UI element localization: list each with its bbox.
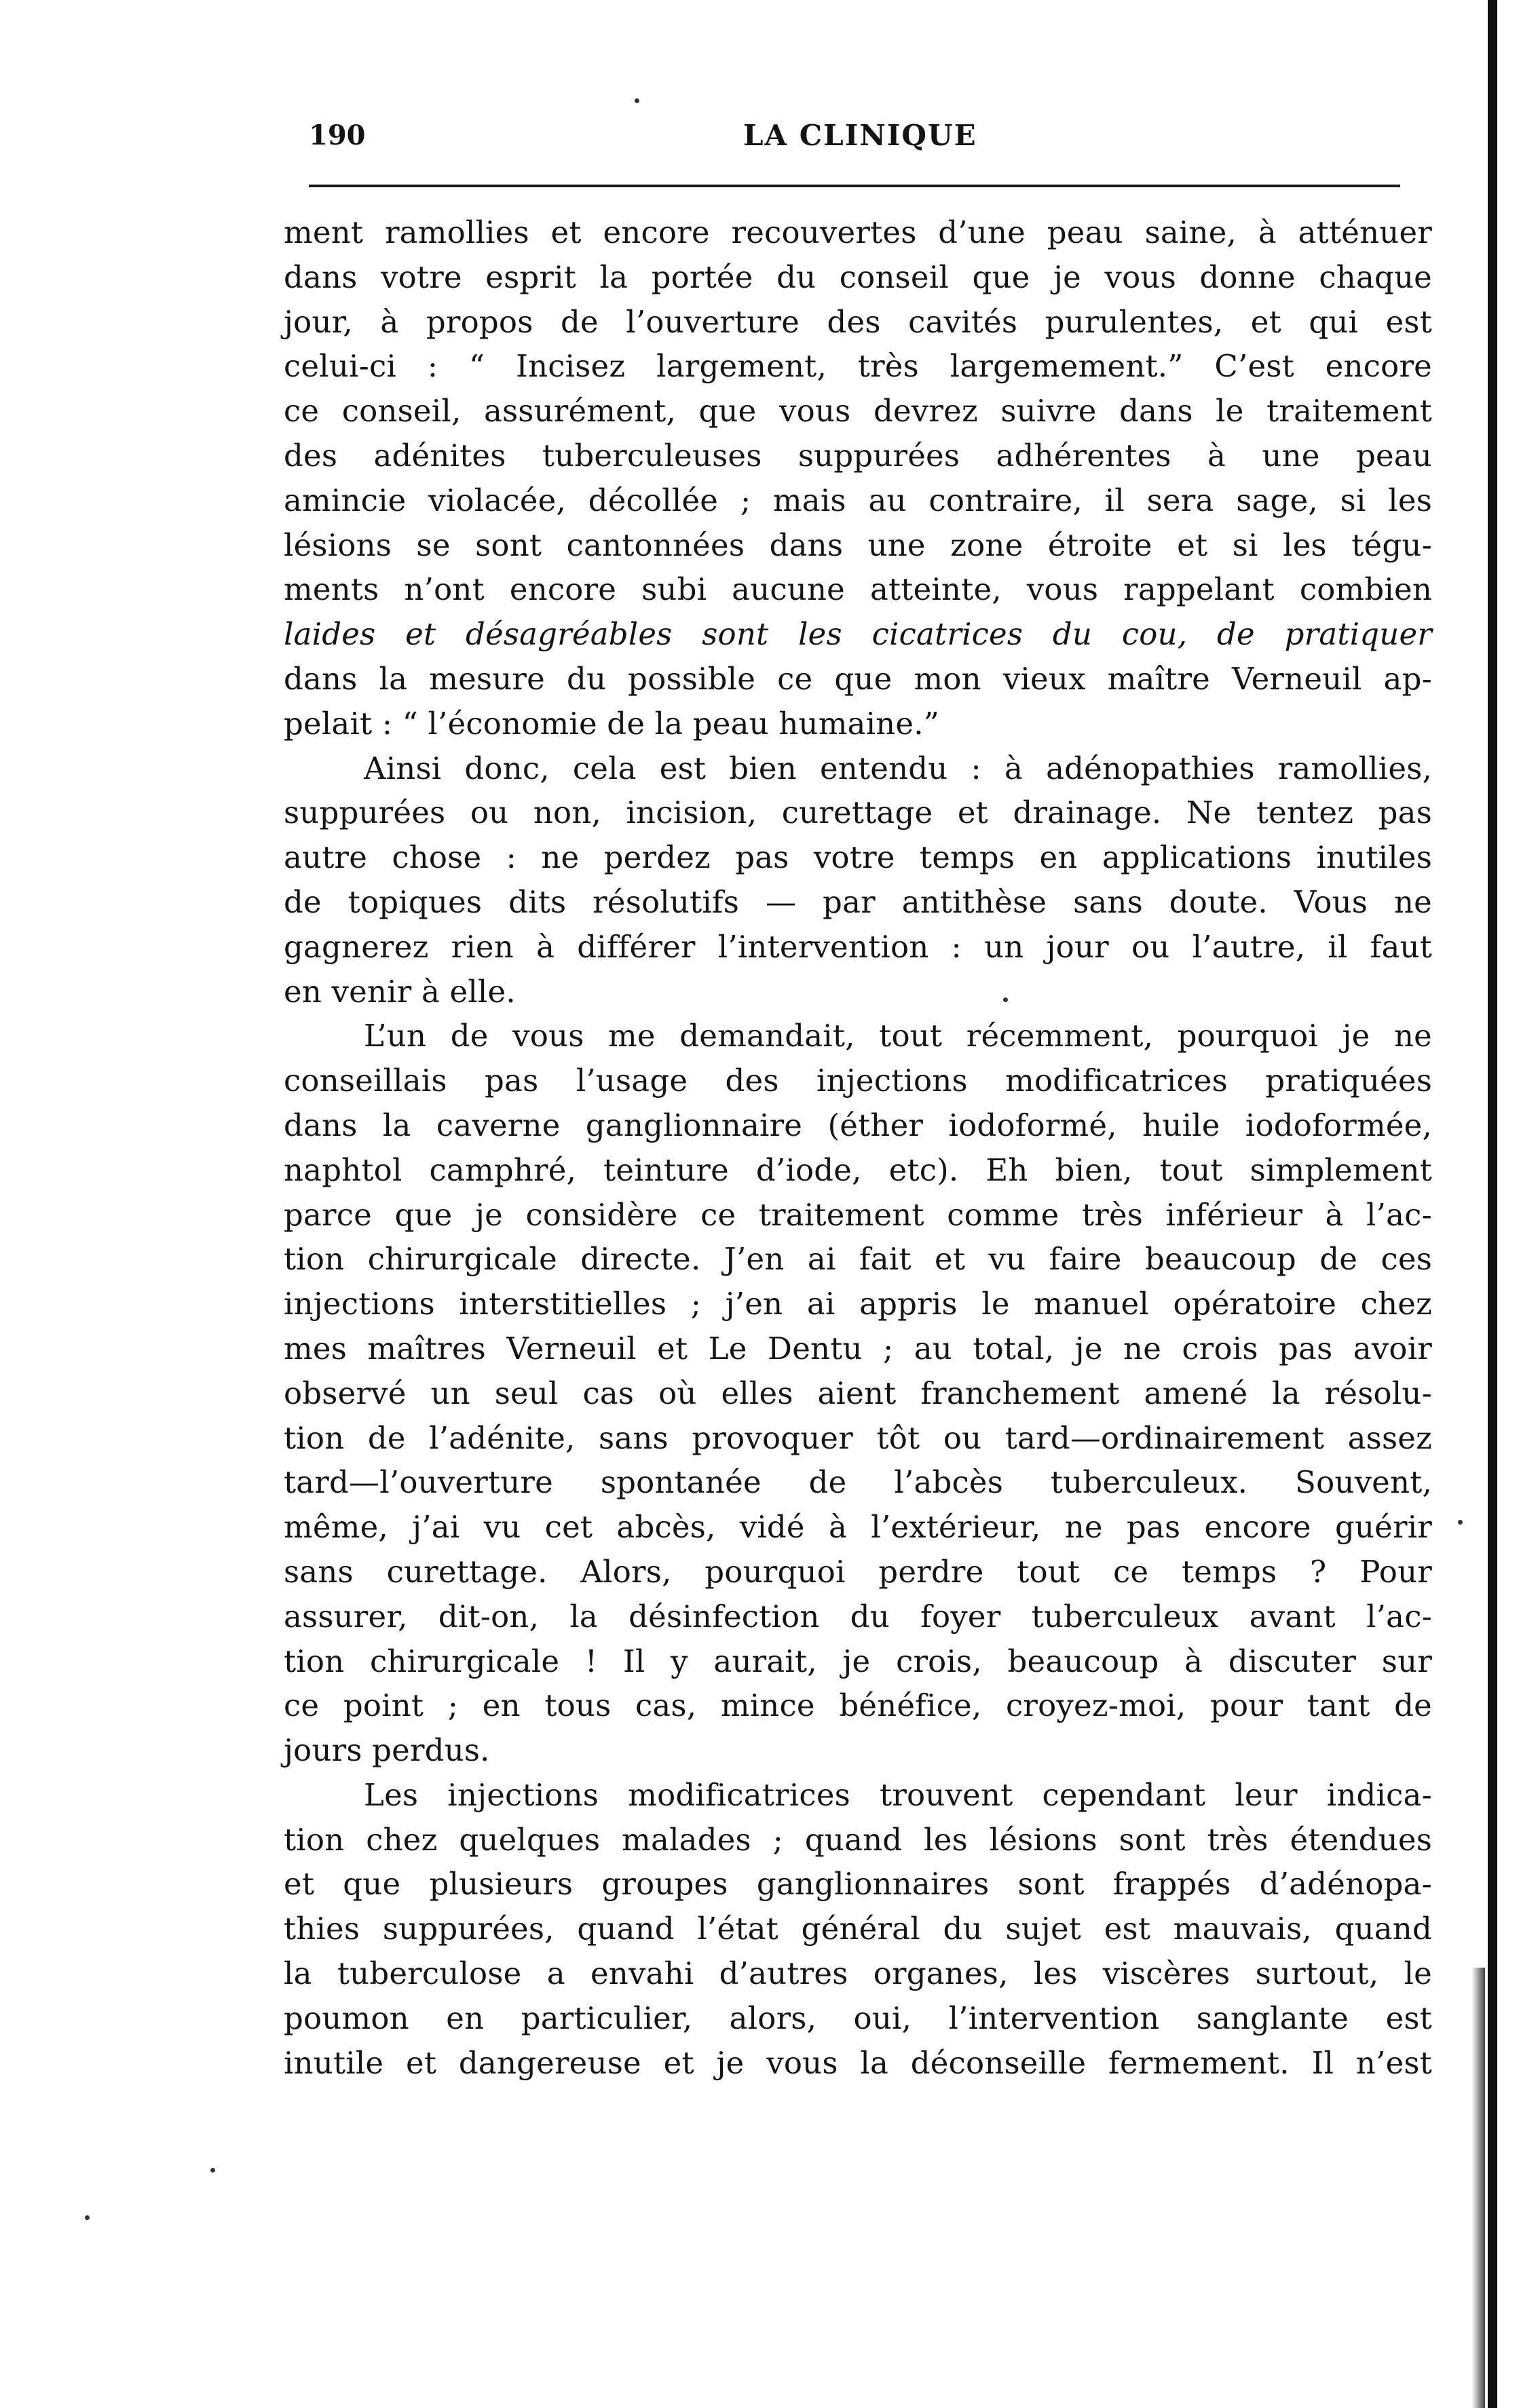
text-line: ments n’ont encore subi aucune atteinte, vous rappelant combien: [284, 571, 1432, 608]
text-line: ment ramollies et encore recouvertes d’une peau saine, à atténuer: [284, 214, 1432, 250]
page-edge-shadow: [1488, 0, 1497, 2408]
body-text: [284, 210, 1432, 2085]
text-line: conseillais pas l’usage des injections modificatrices pratiquées: [284, 1063, 1432, 1099]
text-line: même, j’ai vu cet abcès, vidé à l’extérieur, ne pas encore guérir: [284, 1509, 1432, 1546]
text-line: dans la mesure du possible ce que mon vieux maître Verneuil ap-: [284, 660, 1432, 697]
text-line: jours perdus.: [284, 1732, 490, 1769]
text-line: tard—l’ouverture spontanée de l’abcès tuberculeux. Souvent,: [284, 1464, 1432, 1501]
text-line: ce conseil, assurément, que vous devrez suivre dans le traitement: [284, 393, 1432, 429]
text-line: sans curettage. Alors, pourquoi perdre tout ce temps ? Pour: [284, 1553, 1432, 1590]
text-line: parce que je considère ce traitement comme très inférieur à l’ac-: [284, 1196, 1432, 1233]
paragraph-start: Les injections modificatrices trouvent cependant leur indica-: [364, 1776, 1432, 1813]
text-line: lésions se sont cantonnées dans une zone étroite et si les tégu-: [284, 527, 1432, 563]
text-line: suppurées ou non, incision, curettage et drainage. Ne tentez pas: [284, 795, 1432, 831]
paragraph-start: Ainsi donc, cela est bien entendu : à adénopathies ramollies,: [364, 750, 1432, 786]
text-line: en venir à elle.: [284, 973, 516, 1010]
text-line: inutile et dangereuse et je vous la déconseille fermement. Il n’est: [284, 2044, 1432, 2081]
text-line: tion chez quelques malades ; quand les lésions sont très étendues: [284, 1821, 1432, 1858]
text-line: pelait : “ l’économie de la peau humaine.”: [284, 705, 939, 742]
text-line: laides et désagréables sont les cicatrices du cou, de pratiquer: [284, 616, 1432, 653]
header-rule: [309, 185, 1400, 187]
print-speck: [1458, 1520, 1463, 1525]
text-line: amincie violacée, décollée ; mais au contraire, il sera sage, si les: [284, 482, 1432, 518]
text-line: celui-ci : “ Incisez largement, très largemement.” C’est encore: [284, 348, 1432, 385]
text-line: des adénites tuberculeuses suppurées adhérentes à une peau: [284, 437, 1432, 474]
text-line: tion chirurgicale directe. J’en ai fait et vu faire beaucoup de ces: [284, 1241, 1432, 1278]
text-line: de topiques dits résolutifs — par antithèse sans doute. Vous ne: [284, 883, 1432, 920]
print-speck: [210, 2168, 215, 2173]
text-line: thies suppurées, quand l’état général du sujet est mauvais, quand: [284, 1911, 1432, 1947]
text-line: assurer, dit-on, la désinfection du foyer tuberculeux avant l’ac-: [284, 1598, 1432, 1635]
text-line: tion chirurgicale ! Il y aurait, je crois, beaucoup à discuter sur: [284, 1643, 1432, 1679]
text-line: autre chose : ne perdez pas votre temps en applications inutiles: [284, 839, 1432, 876]
text-line: mes maîtres Verneuil et Le Dentu ; au total, je ne crois pas avoir: [284, 1330, 1432, 1367]
text-line: naphtol camphré, teinture d’iode, etc). Eh bien, tout simplement: [284, 1151, 1432, 1188]
text-line: poumon en particulier, alors, oui, l’intervention sanglante est: [284, 2000, 1432, 2036]
running-title: LA CLINIQUE: [743, 119, 977, 152]
text-line: dans la caverne ganglionnaire (éther iodoformé, huile iodoformée,: [284, 1107, 1432, 1143]
text-line: et que plusieurs groupes ganglionnaires sont frappés d’adénopa-: [284, 1866, 1432, 1903]
text-line: dans votre esprit la portée du conseil que je vous donne chaque: [284, 259, 1432, 295]
text-line: observé un seul cas où elles aient franchement amené la résolu-: [284, 1375, 1432, 1411]
text-line: injections interstitielles ; j’en ai appris le manuel opératoire chez: [284, 1286, 1432, 1322]
page-edge-gradient: [1471, 1968, 1485, 2408]
print-speck: [635, 98, 639, 103]
text-line: la tuberculose a envahi d’autres organes, les viscères surtout, le: [284, 1955, 1432, 1992]
print-speck: [85, 2215, 90, 2220]
text-line: jour, à propos de l’ouverture des cavités purulentes, et qui est: [284, 303, 1432, 340]
text-line: tion de l’adénite, sans provoquer tôt ou tard—ordinairement assez: [284, 1419, 1432, 1456]
running-header: [309, 115, 1400, 156]
page-number: 190: [309, 119, 366, 151]
text-line: gagnerez rien à différer l’intervention : un jour ou l’autre, il faut: [284, 928, 1432, 965]
text-line: ce point ; en tous cas, mince bénéfice, croyez-moi, pour tant de: [284, 1687, 1432, 1724]
paragraph-start: L’un de vous me demandait, tout récemment, pourquoi je ne: [364, 1018, 1432, 1054]
